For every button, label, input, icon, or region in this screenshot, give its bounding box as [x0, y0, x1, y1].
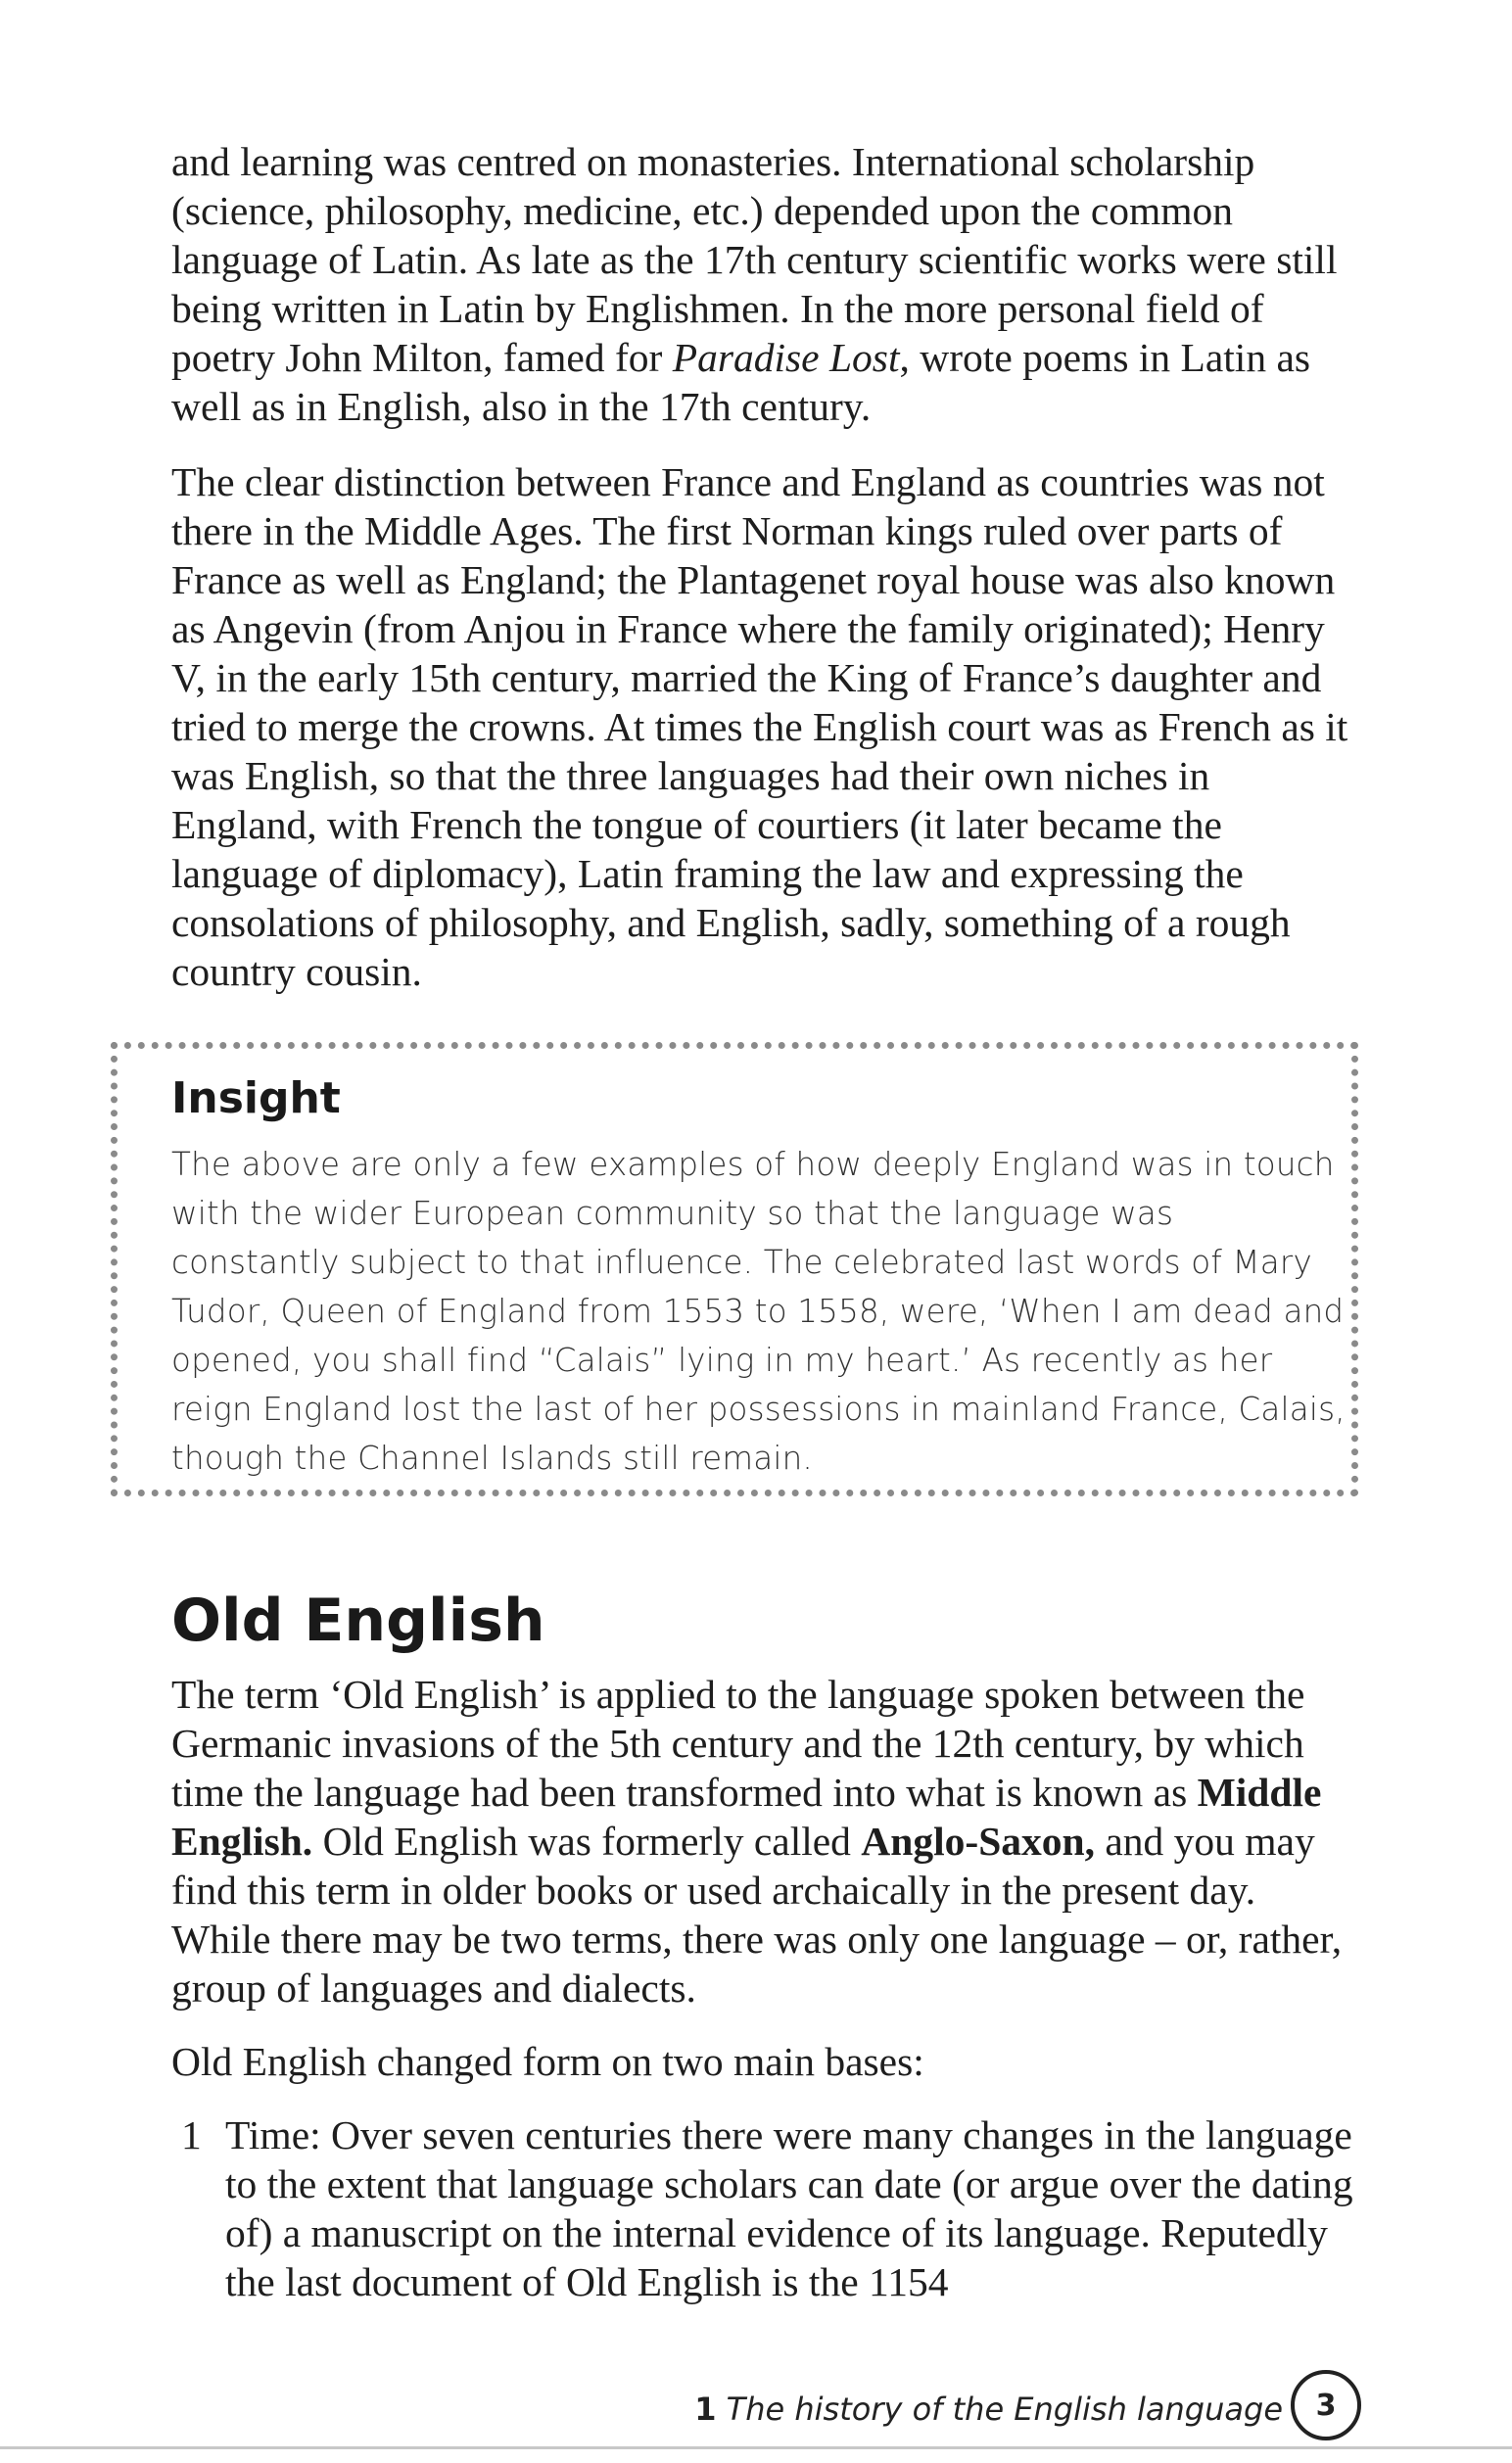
paragraph-text: and learning was centred on monasteries. International scholarship (science, philosophy, medicine, etc.) depended upon the common language of Latin. As late as the 17th century scientific works were still being written in Latin by Englishmen. In the more personal field of poetry John Milton, famed for	[171, 139, 1338, 380]
insight-body: The above are only a few examples of how deeply England was in touch with the wider European community so that the language was constantly subject to that influence. The celebrated last words of Mary Tudor, Queen of England from 1553 to 1558, were, ‘When I am dead and opened, you shall find “Calais” lying in my heart.’ As recently as her reign England lost the last of her possessions in mainland France, Calais, though the Channel Islands still remain.	[171, 1146, 1346, 1477]
term-middle-english: Middle English.	[171, 1770, 1322, 1864]
page-number: 3	[1291, 2370, 1361, 2440]
section-heading: Old English	[171, 1587, 545, 1655]
page-footer	[676, 2370, 1361, 2458]
body-paragraph-2: The clear distinction between France and England as countries was not there in the Middle Ages. The first Norman kings ruled over parts of France as well as England; the Plantagenet royal house was also known as Angevin (from Anjou in France where the family originated); Henry V, in the early 15th century, married the King of France’s daughter and tried to merge the crowns. At times the English court was as French as it was English, so that the three languages had their own niches in England, with French the tongue of courtiers (it later became the language of diplomacy), Latin framing the law and expressing the consolations of philosophy, and English, sadly, something of a rough country cousin.	[171, 459, 1348, 994]
book-title-paradise-lost: Paradise Lost	[672, 335, 900, 380]
list-item-number: 1	[181, 2112, 202, 2157]
term-anglo-saxon: Anglo-Saxon,	[861, 1819, 1095, 1864]
body-paragraph-3	[171, 1670, 1356, 2013]
page-edge-divider	[0, 2446, 1512, 2449]
list-item-text: Time: Over seven centuries there were many changes in the language to the extent that language scholars can date (or argue over the dating of) a manuscript on the internal evidence of its language. Reputedly the last document of Old English is the 1154	[225, 2112, 1353, 2304]
chapter-number: 1	[694, 2391, 717, 2428]
paragraph-text: The term ‘Old English’ is applied to the language spoken between the Germanic invasions of the 5th century and the 12th century, by which time the language had been transformed into what is known as	[171, 1672, 1305, 1815]
paragraph-text: and you may find this term in older books or used archaically in the present day. While there may be two terms, there was only one language – or, rather, group of languages and dialects.	[171, 1819, 1343, 2011]
body-paragraph-4: Old English changed form on two main bases:	[171, 2039, 924, 2084]
paragraph-text: Old English was formerly called	[312, 1819, 862, 1864]
running-footer	[694, 2390, 1283, 2429]
chapter-title: The history of the English language	[726, 2391, 1283, 2428]
paragraph-text: , wrote poems in Latin as well as in English, also in the 17th century.	[171, 335, 1311, 429]
body-paragraph-1	[171, 137, 1356, 431]
insight-title: Insight	[171, 1073, 341, 1123]
